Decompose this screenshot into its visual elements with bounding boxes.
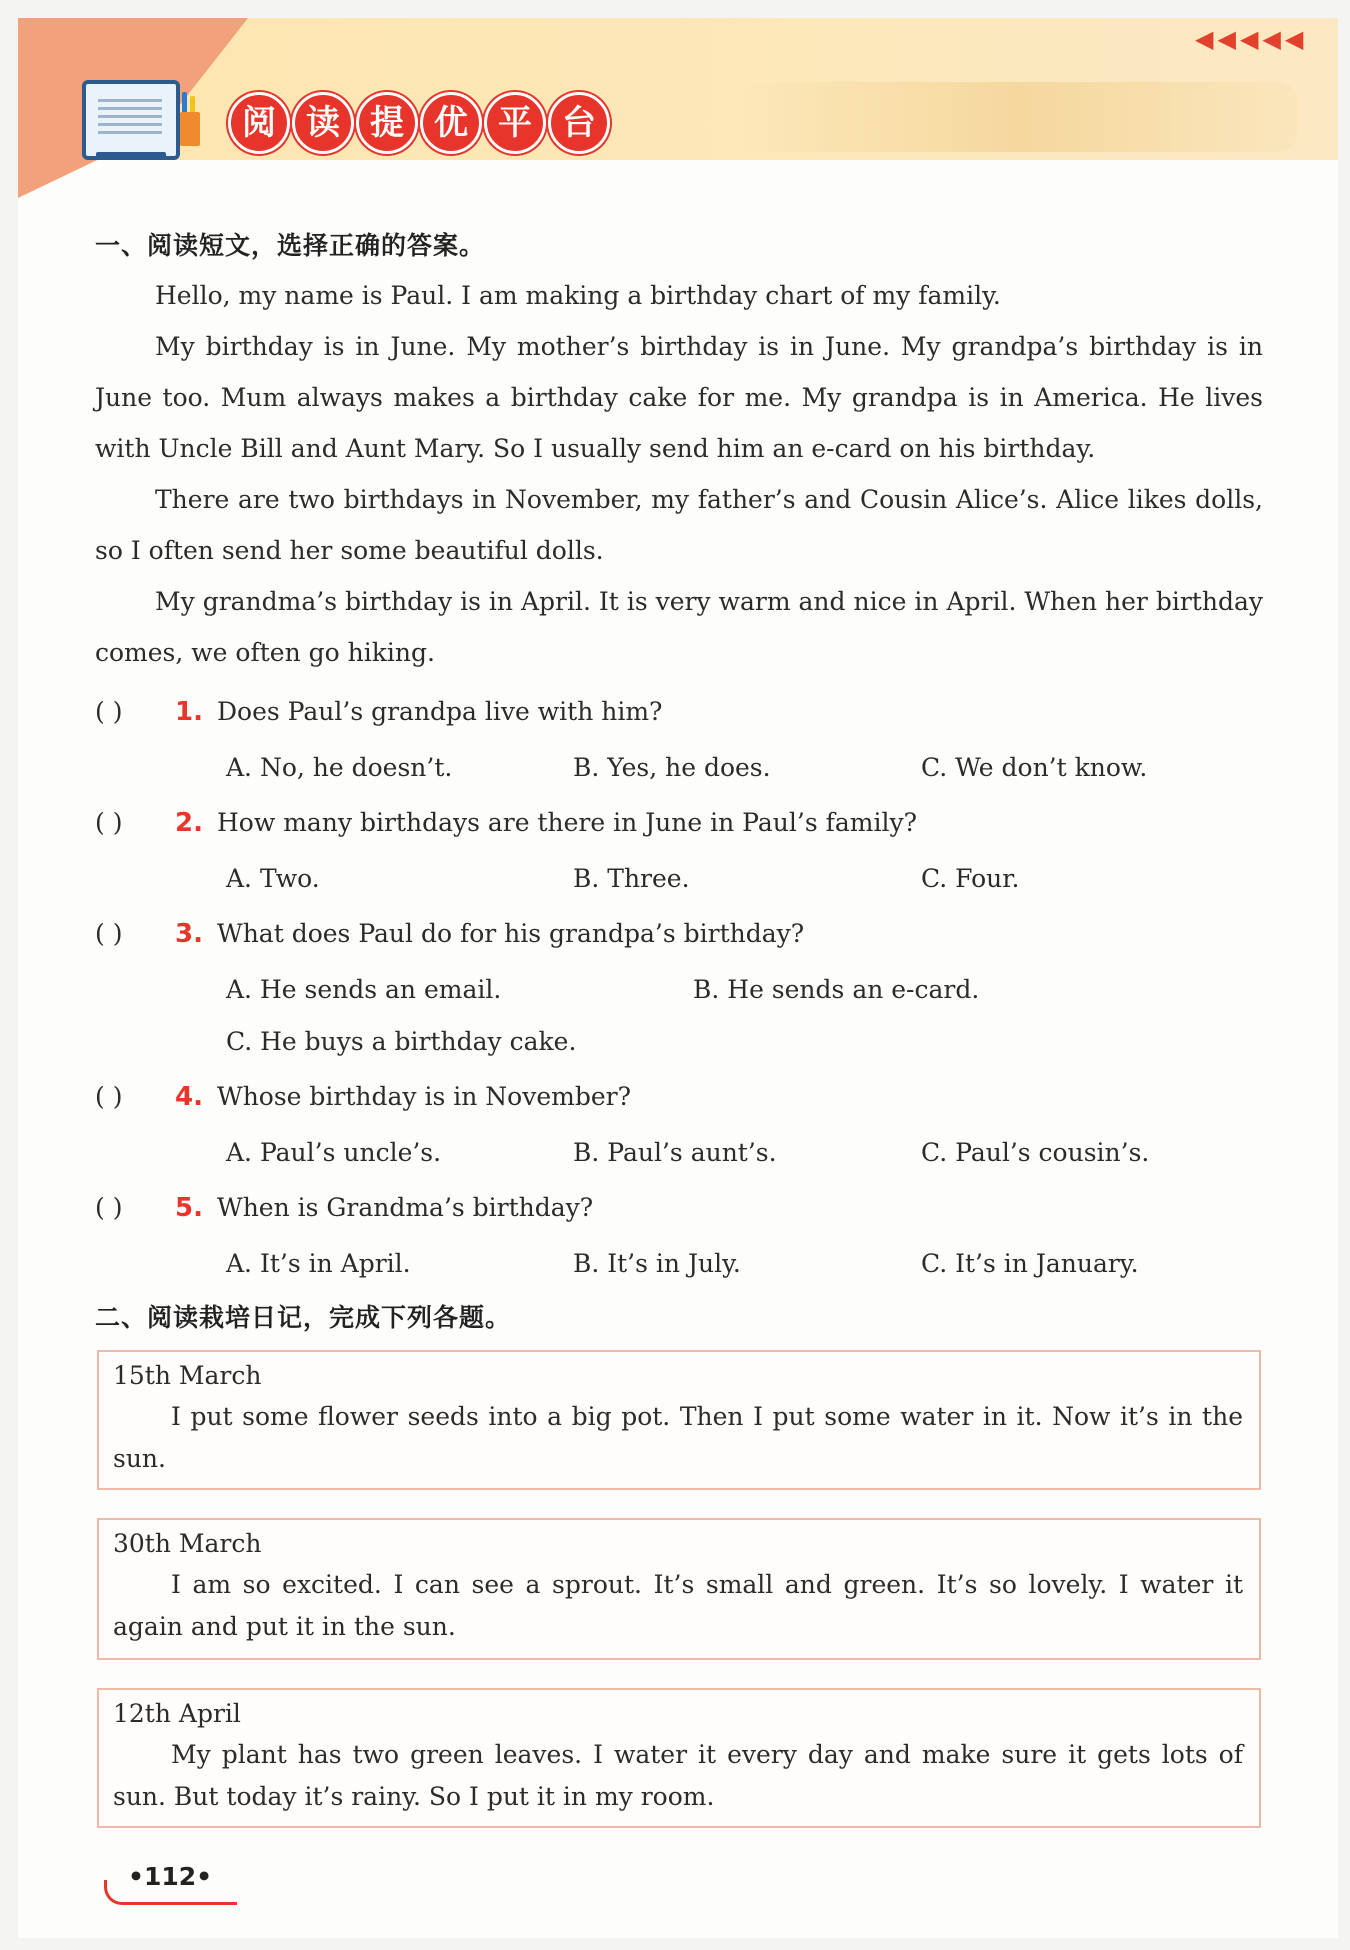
- diary-date: 15th March: [113, 1361, 262, 1390]
- diary-text: I am so excited. I can see a sprout. It’s small and green. It’s so lovely. I water it again and put it in the sun.: [113, 1570, 1243, 1641]
- option-a: A. Paul’s uncle’s.: [226, 1138, 442, 1167]
- question-number: 1.: [175, 697, 203, 727]
- question-4: [95, 1077, 631, 1117]
- passage-paragraph: My birthday is in June. My mother’s birthday is in June. My grandpa’s birthday is in June too. Mum always makes a birthday cake for me. My grandpa is in America. He lives with Uncle Bill and Aunt Mary. So I usually send him an e-card on his birthday.: [95, 332, 1263, 463]
- title-char: 优: [420, 92, 482, 154]
- page-title: [228, 92, 610, 154]
- diary-entry: [97, 1688, 1261, 1828]
- page-number: •112•: [128, 1862, 213, 1891]
- answer-blank[interactable]: ( ): [95, 697, 123, 726]
- question-1: [95, 692, 662, 732]
- question-number: 4.: [175, 1082, 203, 1112]
- pencil-cup-icon: [180, 112, 200, 146]
- answer-blank[interactable]: ( ): [95, 1193, 123, 1222]
- arrow-left-icon: ◀: [1239, 25, 1259, 53]
- section-2-title: 二、阅读栽培日记，完成下列各题。: [95, 1303, 512, 1332]
- option-b: B. Paul’s aunt’s.: [573, 1138, 777, 1167]
- option-a: A. No, he doesn’t.: [226, 753, 453, 782]
- arrow-left-icon: ◀: [1217, 25, 1236, 53]
- question-number: 5.: [175, 1193, 203, 1223]
- answer-blank[interactable]: ( ): [95, 1082, 123, 1111]
- question-text: Does Paul’s grandpa live with him?: [217, 697, 663, 726]
- arrow-decoration: [1195, 24, 1303, 54]
- diary-entry: [97, 1518, 1261, 1660]
- question-text: What does Paul do for his grandpa’s birthday?: [217, 919, 805, 948]
- question-2: [95, 803, 917, 843]
- arrow-left-icon: ◀: [1284, 25, 1304, 53]
- diary-text: I put some flower seeds into a big pot. Then I put some water in it. Now it’s in the sun.: [113, 1402, 1243, 1473]
- passage-paragraph: There are two birthdays in November, my father’s and Cousin Alice’s. Alice likes dolls, so I often send her some beautiful dolls.: [95, 485, 1263, 565]
- option-c: C. We don’t know.: [921, 753, 1148, 782]
- option-c: C. Paul’s cousin’s.: [921, 1138, 1150, 1167]
- question-text: How many birthdays are there in June in Paul’s family?: [217, 808, 917, 837]
- passage-paragraph: My grandma’s birthday is in April. It is very warm and nice in April. When her birthday comes, we often go hiking.: [95, 587, 1263, 667]
- arrow-left-icon: ◀: [1195, 25, 1214, 53]
- option-a: A. Two.: [226, 864, 320, 893]
- option-c: C. Four.: [921, 864, 1020, 893]
- question-5: [95, 1188, 593, 1228]
- section-1-title: 一、阅读短文，选择正确的答案。: [95, 231, 486, 260]
- option-c: C. It’s in January.: [921, 1249, 1139, 1278]
- title-char: 读: [292, 92, 354, 154]
- title-char: 阅: [228, 92, 290, 154]
- option-b: B. It’s in July.: [573, 1249, 741, 1278]
- question-text: When is Grandma’s birthday?: [217, 1193, 594, 1222]
- title-char: 平: [484, 92, 546, 154]
- option-b: B. Three.: [573, 864, 690, 893]
- question-number: 2.: [175, 808, 203, 838]
- title-char: 提: [356, 92, 418, 154]
- screen-icon: [82, 80, 180, 160]
- answer-blank[interactable]: ( ): [95, 808, 123, 837]
- banner-decoration: [738, 82, 1298, 152]
- option-b: B. He sends an e-card.: [693, 975, 980, 1004]
- diary-text: My plant has two green leaves. I water it every day and make sure it gets lots of sun. But today it’s rainy. So I put it in my room.: [113, 1740, 1243, 1811]
- question-number: 3.: [175, 919, 203, 949]
- option-b: B. Yes, he does.: [573, 753, 771, 782]
- diary-date: 12th April: [113, 1699, 241, 1728]
- passage-paragraph: Hello, my name is Paul. I am making a birthday chart of my family.: [155, 281, 1001, 310]
- diary-entry: [97, 1350, 1261, 1490]
- question-3: [95, 914, 804, 954]
- diary-date: 30th March: [113, 1529, 262, 1558]
- question-text: Whose birthday is in November?: [217, 1082, 632, 1111]
- screen-stand: [96, 152, 166, 160]
- option-c: C. He buys a birthday cake.: [226, 1027, 577, 1056]
- title-char: 台: [548, 92, 610, 154]
- option-a: A. He sends an email.: [226, 975, 502, 1004]
- answer-blank[interactable]: ( ): [95, 919, 123, 948]
- option-a: A. It’s in April.: [226, 1249, 411, 1278]
- arrow-left-icon: ◀: [1262, 25, 1281, 53]
